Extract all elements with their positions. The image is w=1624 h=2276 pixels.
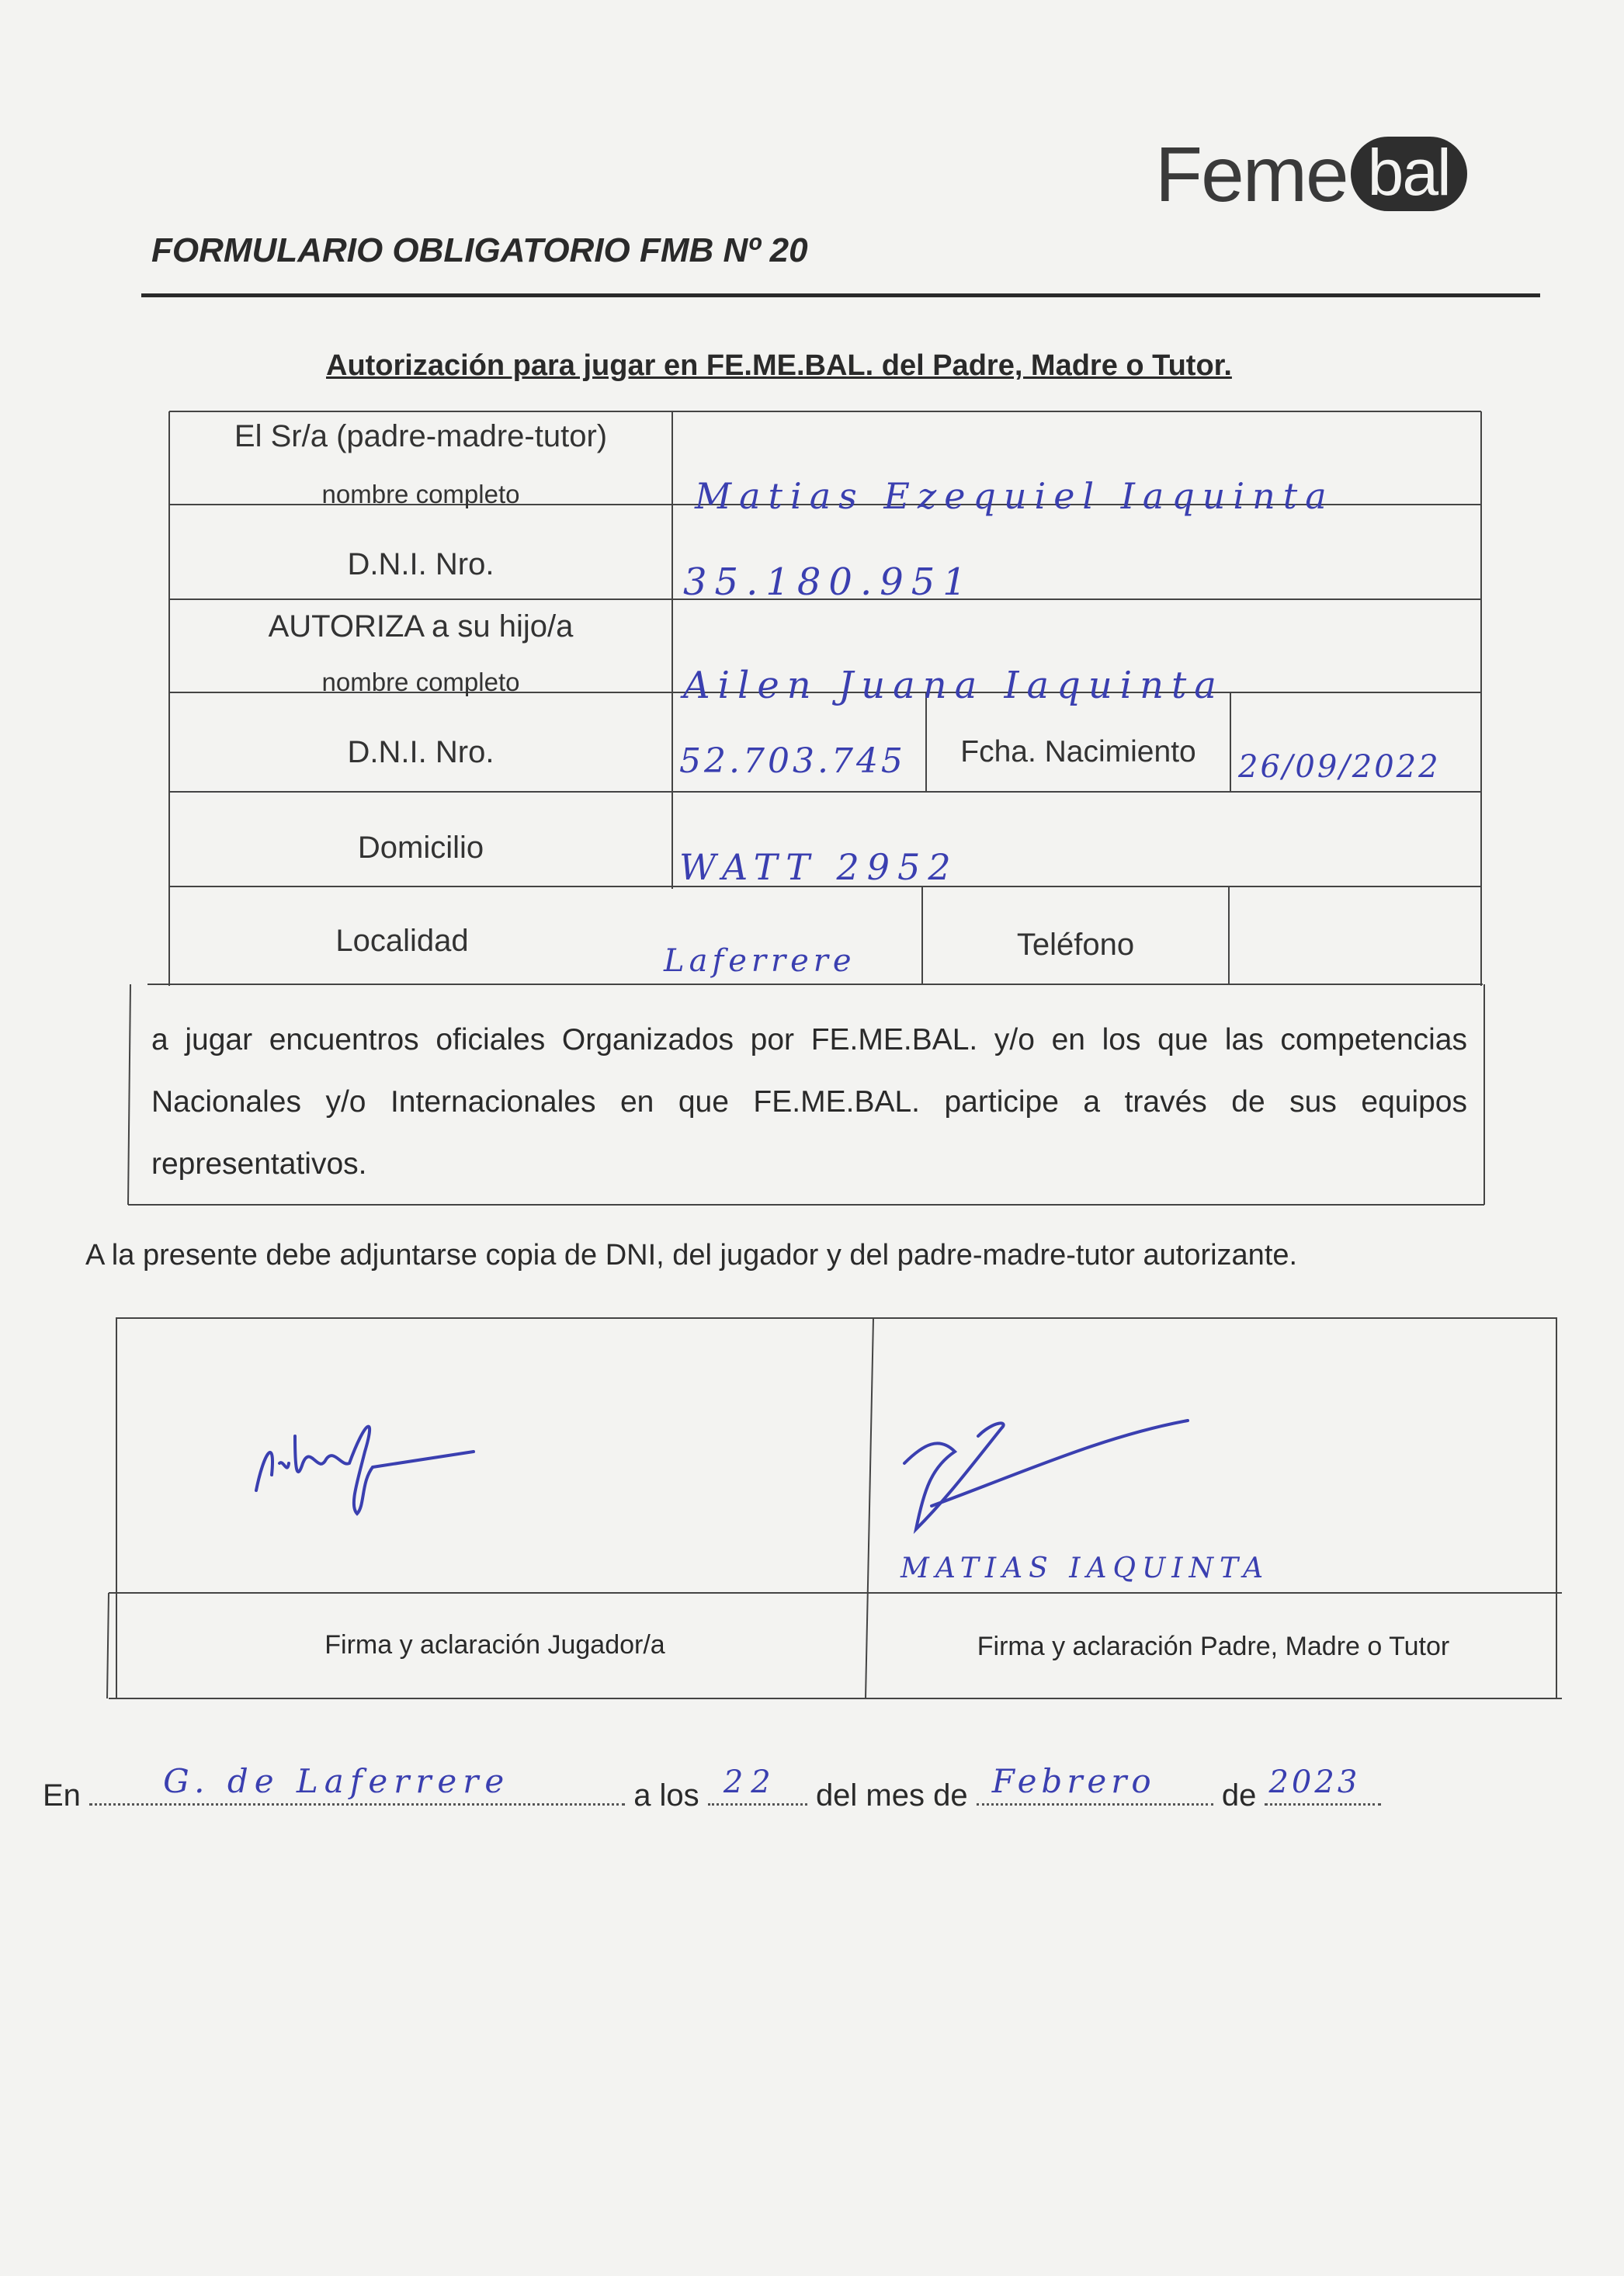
parent-name-value[interactable]: Matias Ezequiel Iaquinta — [695, 475, 1334, 517]
de-label: de — [1221, 1778, 1257, 1813]
city-label: Localidad — [335, 924, 469, 958]
date-place-line — [43, 1762, 1381, 1813]
parent-label: El Sr/a (padre-madre-tutor) — [234, 419, 608, 453]
year-value: 2023 — [1268, 1764, 1361, 1800]
child-name-sublabel: nombre completo — [321, 668, 520, 696]
city-value[interactable]: Laferrere — [664, 943, 856, 979]
address-value[interactable]: WATT 2952 — [679, 846, 959, 888]
parent-name-sublabel: nombre completo — [321, 480, 520, 508]
year-field[interactable] — [1265, 1764, 1381, 1806]
child-name-value[interactable]: Ailen Juana Iaquinta — [683, 664, 1224, 707]
child-dni-value[interactable]: 52.703.745 — [679, 741, 906, 781]
address-label: Domicilio — [357, 831, 484, 865]
birth-date-label: Fcha. Nacimiento — [960, 735, 1196, 768]
en-label: En — [43, 1778, 81, 1813]
parent-dni-label: D.N.I. Nro. — [347, 547, 494, 581]
child-dni-label: D.N.I. Nro. — [347, 735, 494, 769]
parent-dni-value[interactable]: 35.180.951 — [683, 560, 974, 604]
form-subtitle: Autorización para jugar en FE.ME.BAL. del Padre, Madre o Tutor. — [326, 349, 1232, 382]
parent-clarification: MATIAS IAQUINTA — [900, 1553, 1270, 1584]
authorizes-label: AUTORIZA a su hijo/a — [268, 609, 574, 644]
phone-label: Teléfono — [1016, 928, 1135, 962]
parent-signature — [900, 1390, 1227, 1545]
month-field[interactable] — [977, 1762, 1213, 1806]
place-field[interactable] — [89, 1762, 625, 1806]
place-value: G. de Laferrere — [163, 1762, 511, 1800]
authorization-paragraph: a jugar encuentros oficiales Organizados por FE.ME.BAL. y/o en los que las competencias Nacionales y/o Internacionales en que FE.ME.BAL. participe a través de sus equipos representativos. — [151, 1023, 1467, 1181]
day-value: 22 — [723, 1764, 779, 1800]
attachment-note: A la presente debe adjuntarse copia de DNI, del jugador y del padre-madre-tutor autorizante. — [85, 1239, 1298, 1272]
form-title: FORMULARIO OBLIGATORIO FMB Nº 20 — [151, 231, 808, 269]
parent-signature-caption: Firma y aclaración Padre, Madre o Tutor — [977, 1632, 1450, 1661]
birth-date-value[interactable]: 26/09/2022 — [1238, 749, 1441, 785]
player-signature-caption: Firma y aclaración Jugador/a — [324, 1630, 665, 1660]
month-label: del mes de — [815, 1778, 968, 1813]
month-value: Febrero — [991, 1762, 1156, 1800]
femebal-logo: Feme bal — [1155, 130, 1467, 220]
player-signature — [241, 1390, 497, 1529]
day-field[interactable] — [708, 1764, 807, 1806]
a-los-label: a los — [633, 1778, 699, 1813]
